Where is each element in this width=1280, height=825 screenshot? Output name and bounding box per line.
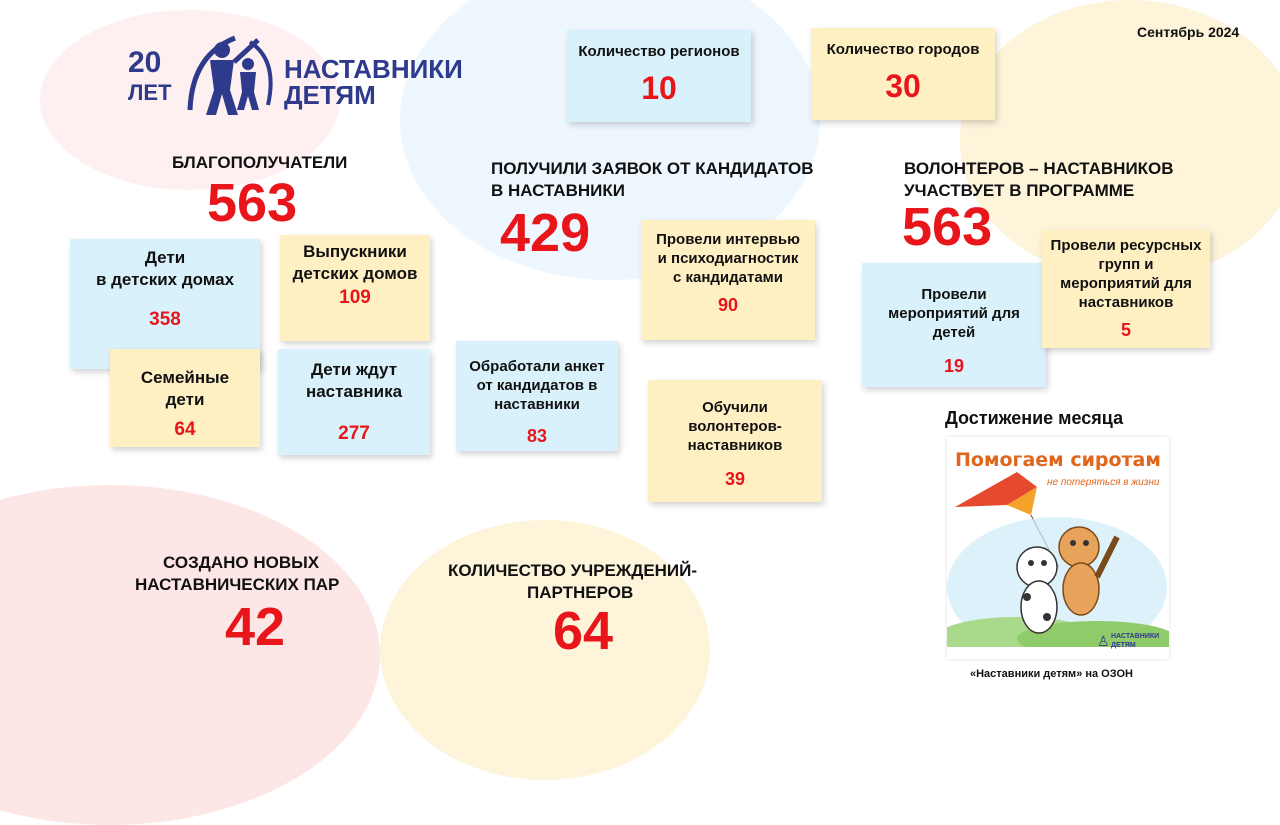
processed-card bbox=[456, 341, 618, 451]
children-events-label: Провели мероприятий для детей bbox=[888, 286, 1020, 341]
children-events-value: 19 bbox=[943, 356, 965, 376]
partners-value: 64 bbox=[553, 601, 614, 661]
applications-title-l1: ПОЛУЧИЛИ ЗАЯВОК ОТ КАНДИДАТОВ bbox=[491, 159, 814, 178]
orphanage-children-value: 358 bbox=[149, 309, 181, 330]
orphanage-children-label-l2: в детских домах bbox=[95, 270, 235, 289]
applications-value: 429 bbox=[500, 203, 591, 263]
resource-groups-value: 5 bbox=[1120, 320, 1131, 340]
logo-years: 20 bbox=[128, 46, 162, 79]
graduates-label: Выпускники детских домов bbox=[292, 242, 418, 283]
trained-card bbox=[648, 380, 822, 502]
graduates-value: 109 bbox=[339, 287, 371, 308]
bg-blob-bottom-left bbox=[0, 485, 380, 825]
book-cover-image[interactable] bbox=[947, 437, 1169, 659]
partners-title-l1: КОЛИЧЕСТВО УЧРЕЖДЕНИЙ- bbox=[448, 561, 698, 580]
regions-card bbox=[567, 30, 751, 122]
pairs-value: 42 bbox=[225, 597, 286, 657]
report-date: Сентябрь 2024 bbox=[1137, 24, 1240, 40]
trained-value: 39 bbox=[724, 469, 746, 489]
applications-title-l2: В НАСТАВНИКИ bbox=[491, 181, 625, 200]
achievement-caption: «Наставники детям» на ОЗОН bbox=[970, 668, 1133, 680]
orphanage-children-label-l1: Дети bbox=[144, 248, 186, 267]
trained-label: Обучили волонтеров-наставников bbox=[687, 399, 783, 454]
book-subtitle: не потеряться в жизни bbox=[1047, 477, 1160, 488]
volunteers-value: 563 bbox=[902, 197, 993, 257]
book-logo-line1: НАСТАВНИКИ bbox=[1111, 633, 1160, 640]
family-children-label: Семейные дети bbox=[140, 368, 230, 409]
book-logo-line2: ДЕТЯМ bbox=[1111, 642, 1136, 649]
regions-value: 10 bbox=[641, 70, 677, 106]
family-figures-icon bbox=[180, 30, 280, 120]
interviews-label: Провели интервью и психодиагностик с кандидатами bbox=[656, 231, 800, 286]
logo-brand-line2: ДЕТЯМ bbox=[284, 80, 376, 110]
logo-brand-line1: НАСТАВНИКИ bbox=[284, 54, 463, 84]
logo-years-word: ЛЕТ bbox=[128, 80, 172, 105]
pairs-title-l2: НАСТАВНИЧЕСКИХ ПАР bbox=[135, 575, 340, 594]
book-logo-figure-icon: ♙ bbox=[1097, 633, 1110, 649]
graduates-card bbox=[280, 235, 430, 341]
kite-and-puppies-illustration bbox=[947, 467, 1169, 647]
cities-card bbox=[811, 28, 995, 120]
bg-blob-bottom-center bbox=[380, 520, 710, 780]
achievement-title: Достижение месяца bbox=[945, 408, 1124, 428]
pairs-title-l1: СОЗДАНО НОВЫХ bbox=[163, 553, 320, 572]
family-children-card bbox=[110, 349, 260, 447]
processed-value: 83 bbox=[526, 426, 548, 446]
interviews-card bbox=[641, 220, 815, 340]
brand-logo bbox=[128, 30, 463, 120]
waiting-children-value: 277 bbox=[338, 423, 370, 444]
cities-label: Количество городов bbox=[826, 41, 980, 58]
processed-label: Обработали анкет от кандидатов в наставники bbox=[469, 358, 605, 413]
beneficiaries-title: БЛАГОПОЛУЧАТЕЛИ bbox=[172, 153, 348, 172]
children-events-card bbox=[862, 263, 1046, 387]
family-children-value: 64 bbox=[174, 419, 196, 440]
book-title: Помогаем сиротам bbox=[955, 449, 1161, 471]
volunteers-title-l2: УЧАСТВУЕТ В ПРОГРАММЕ bbox=[904, 181, 1135, 200]
waiting-children-card bbox=[278, 349, 430, 455]
resource-groups-label: Провели ресурсных групп и мероприятий для наставников bbox=[1050, 237, 1202, 311]
regions-label: Количество регионов bbox=[578, 43, 740, 60]
resource-groups-card bbox=[1042, 230, 1210, 348]
interviews-value: 90 bbox=[717, 295, 739, 315]
partners-title-l2: ПАРТНЕРОВ bbox=[527, 583, 634, 602]
volunteers-title-l1: ВОЛОНТЕРОВ – НАСТАВНИКОВ bbox=[904, 159, 1174, 178]
cities-value: 30 bbox=[885, 68, 921, 104]
beneficiaries-value: 563 bbox=[207, 173, 298, 233]
waiting-children-label: Дети ждут наставника bbox=[305, 360, 403, 401]
